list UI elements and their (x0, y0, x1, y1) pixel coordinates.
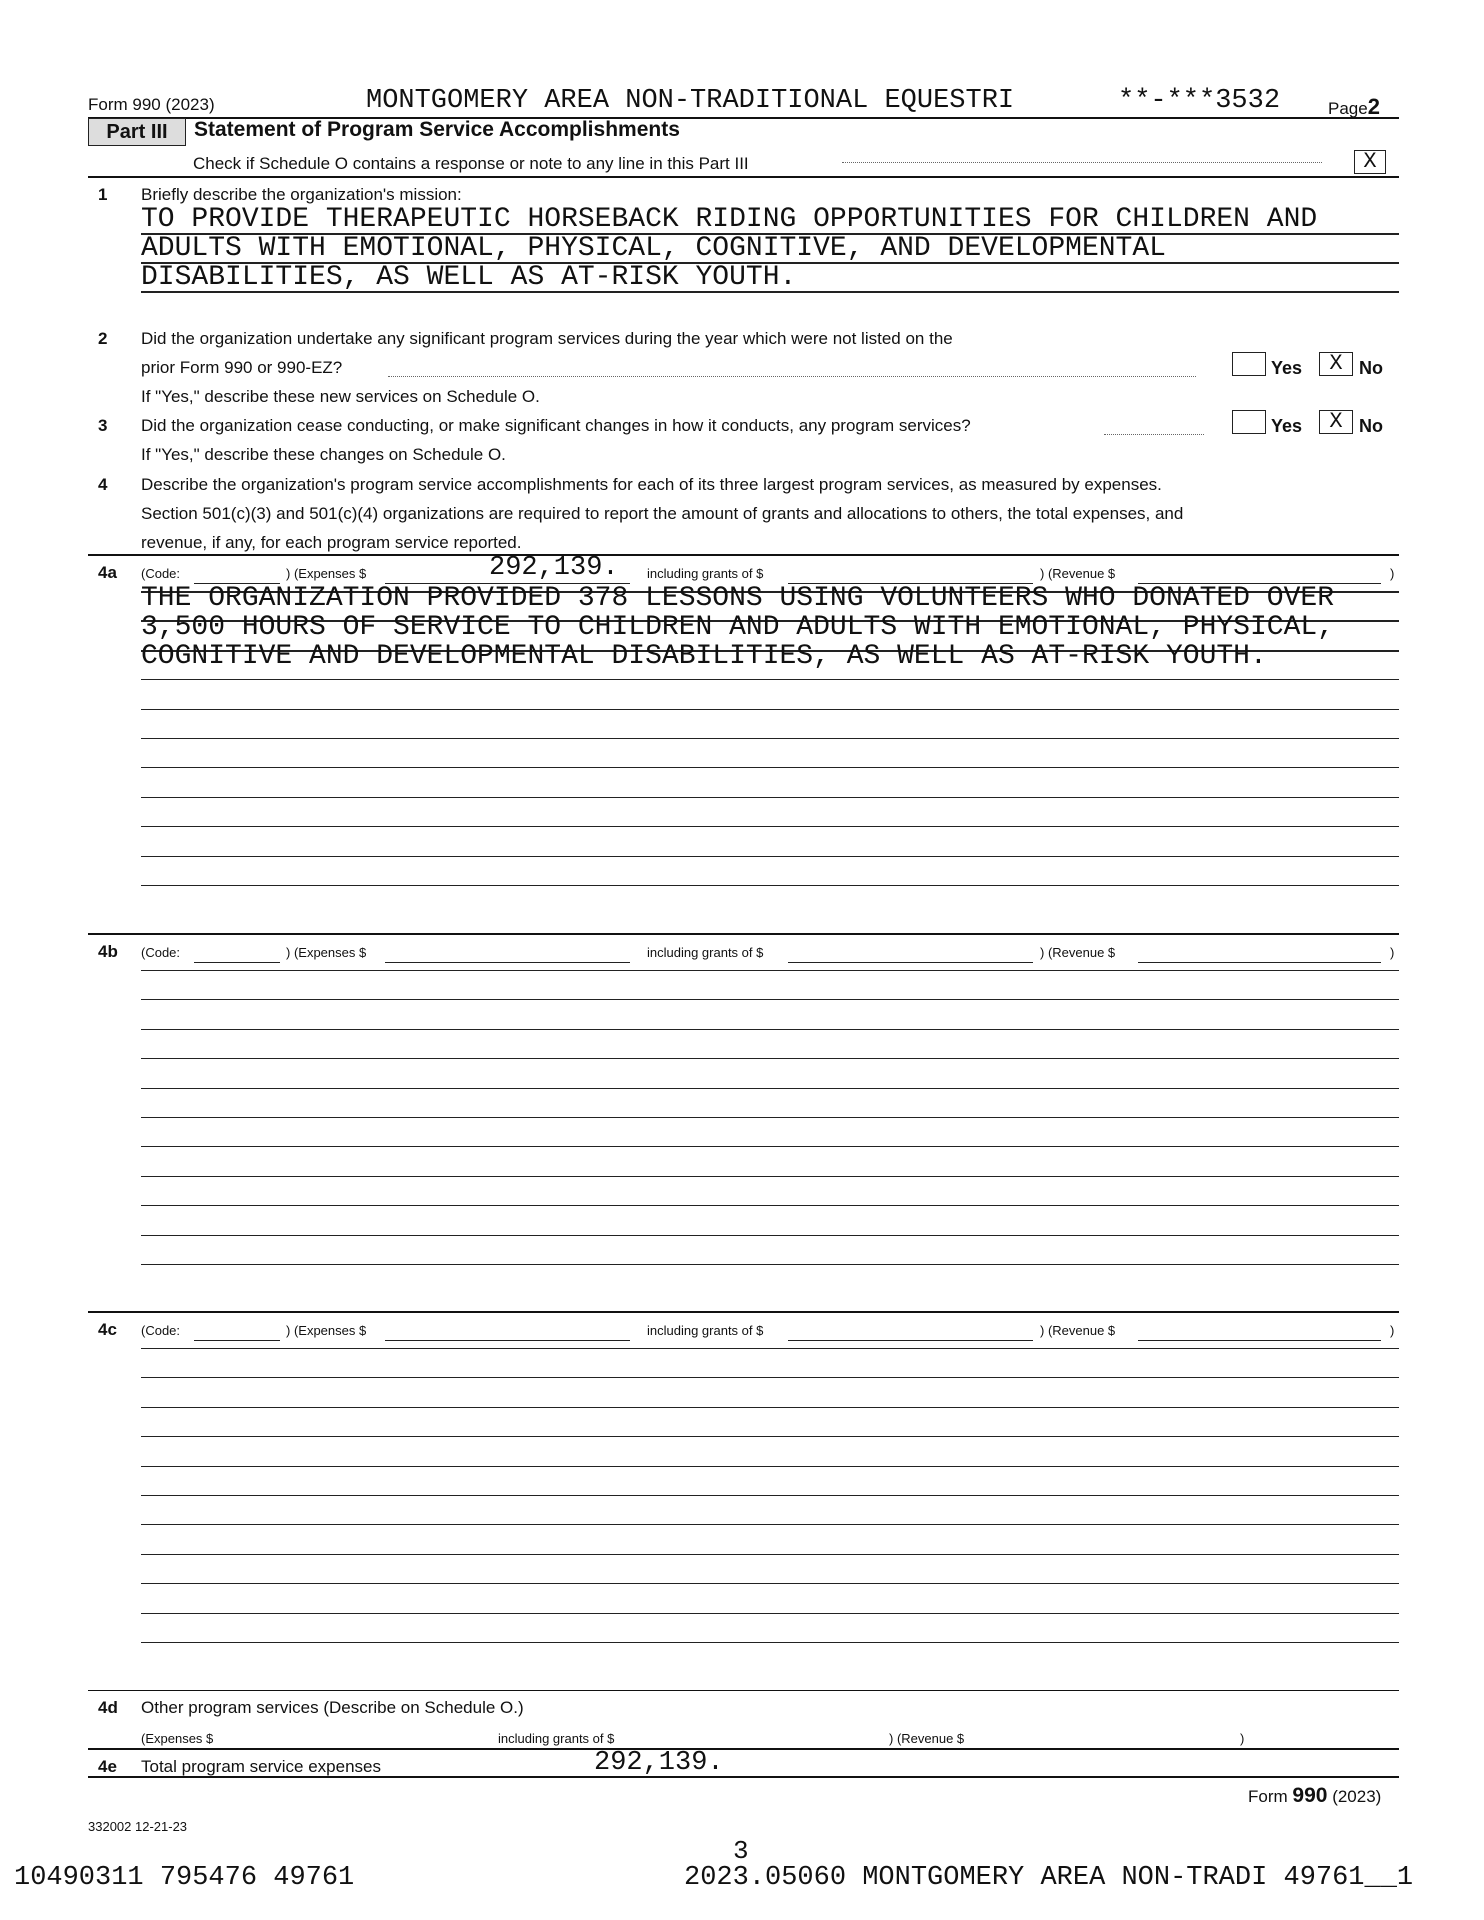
4c-expenses-field[interactable] (385, 1340, 630, 1341)
divider (88, 1690, 1399, 1691)
4d-revenue-label: ) (Revenue $ (889, 1731, 965, 1746)
4c-close: ) (1390, 1323, 1395, 1338)
4b-description-line[interactable] (141, 1205, 1399, 1206)
4a-close: ) (1390, 566, 1395, 581)
4c-description-line (141, 1377, 1399, 1378)
4b-description-line[interactable] (141, 1058, 1399, 1059)
line-number: 4 (98, 475, 108, 494)
form-word: Form (1248, 1787, 1288, 1806)
form-footer (1248, 1784, 1381, 1808)
4c-description-line[interactable] (141, 1436, 1399, 1437)
page-number-footer: 3 (733, 1836, 749, 1866)
4c-description-line (141, 1407, 1399, 1408)
no-label: No (1359, 358, 1383, 378)
no-label: No (1359, 416, 1383, 436)
schedule-o-checkbox[interactable]: X (1354, 150, 1386, 174)
line-number: 4c (98, 1320, 117, 1339)
form-number: 990 (1292, 1784, 1328, 1807)
question-text: prior Form 990 or 990-EZ? (141, 358, 343, 377)
4b-expenses-field[interactable] (385, 962, 630, 963)
line-number: 4b (98, 942, 118, 961)
line (141, 233, 1399, 235)
4a-description-line: 3,500 HOURS OF SERVICE TO CHILDREN AND ADULTS WITH EMOTIONAL, PHYSICAL, (141, 612, 1334, 643)
form-year: (2023) (1332, 1787, 1382, 1806)
form-code: 332002 12-21-23 (88, 1819, 188, 1834)
4a-description-line[interactable] (141, 767, 1399, 768)
4b-code-field[interactable] (194, 962, 280, 963)
yes-label: Yes (1271, 416, 1303, 436)
4d-label: Other program services (Describe on Schedule O.) (141, 1698, 524, 1717)
4b-grants-label: including grants of $ (647, 945, 764, 960)
4d-expenses-label: (Expenses $ (141, 1731, 214, 1746)
line-number: 1 (98, 185, 108, 204)
4b-description-line[interactable] (141, 1117, 1399, 1118)
line-number: 4e (98, 1757, 117, 1776)
4b-revenue-label: ) (Revenue $ (1040, 945, 1116, 960)
4b-description-line (141, 970, 1399, 971)
4c-code-field[interactable] (194, 1340, 280, 1341)
4a-description-line[interactable] (141, 709, 1399, 710)
line-number: 3 (98, 416, 108, 435)
4a-expenses-value: 292,139. (489, 553, 619, 583)
ein: **-***3532 (1118, 86, 1281, 116)
left-identifier: 10490311 795476 49761 (14, 1863, 355, 1893)
section-divider (88, 1311, 1399, 1313)
4b-code-label: (Code: (141, 945, 181, 960)
4c-grants-label: including grants of $ (647, 1323, 764, 1338)
4b-description-line[interactable] (141, 1146, 1399, 1147)
mission-label: Briefly describe the organization's mission: (141, 185, 462, 204)
dot-leader (1104, 434, 1204, 435)
question-text: Did the organization cease conducting, or make significant changes in how it conducts, any program services? (141, 416, 971, 435)
4b-description-line[interactable] (141, 1235, 1399, 1236)
dot-leader (388, 376, 1196, 377)
line-number: 4d (98, 1698, 118, 1717)
schedule-o-check-text: Check if Schedule O contains a response or note to any line in this Part III (193, 154, 749, 173)
section-divider (88, 554, 1399, 556)
divider (88, 1776, 1399, 1778)
right-identifier: 2023.05060 MONTGOMERY AREA NON-TRADI 49761__1 (684, 1863, 1414, 1893)
line3-no-checkbox[interactable]: X (1319, 410, 1353, 434)
4c-description-line[interactable] (141, 1524, 1399, 1525)
mission-line: ADULTS WITH EMOTIONAL, PHYSICAL, COGNITIVE, AND DEVELOPMENTAL (141, 233, 1166, 264)
4a-revenue-label: ) (Revenue $ (1040, 566, 1116, 581)
4b-revenue-field[interactable] (1138, 962, 1381, 963)
mission-line: DISABILITIES, AS WELL AS AT-RISK YOUTH. (141, 262, 797, 293)
4b-description-line[interactable] (141, 1264, 1399, 1265)
4c-revenue-label: ) (Revenue $ (1040, 1323, 1116, 1338)
4c-description-line[interactable] (141, 1642, 1399, 1643)
dot-leader (842, 162, 1322, 163)
4a-grants-label: including grants of $ (647, 566, 764, 581)
4a-description-line: COGNITIVE AND DEVELOPMENTAL DISABILITIES, AS WELL AS AT-RISK YOUTH. (141, 641, 1267, 672)
4a-description-line[interactable] (141, 856, 1399, 857)
line-number: 4a (98, 563, 117, 582)
4c-expenses-label: ) (Expenses $ (286, 1323, 367, 1338)
instruction-text: Section 501(c)(3) and 501(c)(4) organizations are required to report the amount of grants and allocations to others, the total expenses, and (141, 504, 1184, 523)
page-word: Page (1328, 99, 1368, 118)
4d-close: ) (1240, 1731, 1245, 1746)
4a-description-line[interactable] (141, 679, 1399, 680)
line (141, 291, 1399, 293)
4a-description-line[interactable] (141, 797, 1399, 798)
4e-total-value: 292,139. (594, 1748, 724, 1778)
4c-description-line[interactable] (141, 1466, 1399, 1467)
line2-yes-checkbox[interactable] (1232, 352, 1266, 376)
divider (88, 176, 1399, 178)
question-note: If "Yes," describe these changes on Schedule O. (141, 445, 506, 464)
form-label: Form 990 (2023) (88, 95, 215, 114)
4c-description-line[interactable] (141, 1583, 1399, 1584)
instruction-text: Describe the organization's program service accomplishments for each of its three largest program services, as measured by expenses. (141, 475, 1162, 494)
4e-label: Total program service expenses (141, 1757, 382, 1776)
4c-description-line[interactable] (141, 1495, 1399, 1496)
question-text: Did the organization undertake any significant program services during the year which were not listed on the (141, 329, 953, 348)
4a-description-line: THE ORGANIZATION PROVIDED 378 LESSONS USING VOLUNTEERS WHO DONATED OVER (141, 583, 1334, 614)
4b-grants-field[interactable] (788, 962, 1033, 963)
divider (88, 1748, 1399, 1750)
4b-expenses-label: ) (Expenses $ (286, 945, 367, 960)
4d-grants-label: including grants of $ (498, 1731, 615, 1746)
4b-close: ) (1390, 945, 1395, 960)
line2-no-checkbox[interactable]: X (1319, 352, 1353, 376)
4c-description-line[interactable] (141, 1613, 1399, 1614)
4c-code-label: (Code: (141, 1323, 181, 1338)
4a-description-line[interactable] (141, 826, 1399, 827)
4c-description-line (141, 1348, 1399, 1349)
4b-description-line[interactable] (141, 1088, 1399, 1089)
section-divider (88, 933, 1399, 935)
line-number: 2 (98, 329, 108, 348)
4c-grants-field[interactable] (788, 1340, 1033, 1341)
line (141, 262, 1399, 264)
page-number: 2 (1367, 94, 1380, 119)
mission-line: TO PROVIDE THERAPEUTIC HORSEBACK RIDING OPPORTUNITIES FOR CHILDREN AND (141, 204, 1318, 235)
4a-expenses-label: ) (Expenses $ (286, 566, 367, 581)
instruction-text: revenue, if any, for each program service reported. (141, 533, 522, 552)
4b-description-line (141, 999, 1399, 1000)
yes-label: Yes (1271, 358, 1303, 378)
4b-description-line (141, 1029, 1399, 1030)
4c-revenue-field[interactable] (1138, 1340, 1381, 1341)
4a-description-line[interactable] (141, 885, 1399, 886)
question-note: If "Yes," describe these new services on Schedule O. (141, 387, 540, 406)
4c-description-line[interactable] (141, 1554, 1399, 1555)
4a-code-label: (Code: (141, 566, 181, 581)
organization-name: MONTGOMERY AREA NON-TRADITIONAL EQUESTRI (366, 86, 1015, 116)
part-label: Part III (88, 118, 186, 146)
4b-description-line[interactable] (141, 1176, 1399, 1177)
line3-yes-checkbox[interactable] (1232, 410, 1266, 434)
part-title: Statement of Program Service Accomplishments (194, 118, 680, 141)
4a-description-line[interactable] (141, 738, 1399, 739)
